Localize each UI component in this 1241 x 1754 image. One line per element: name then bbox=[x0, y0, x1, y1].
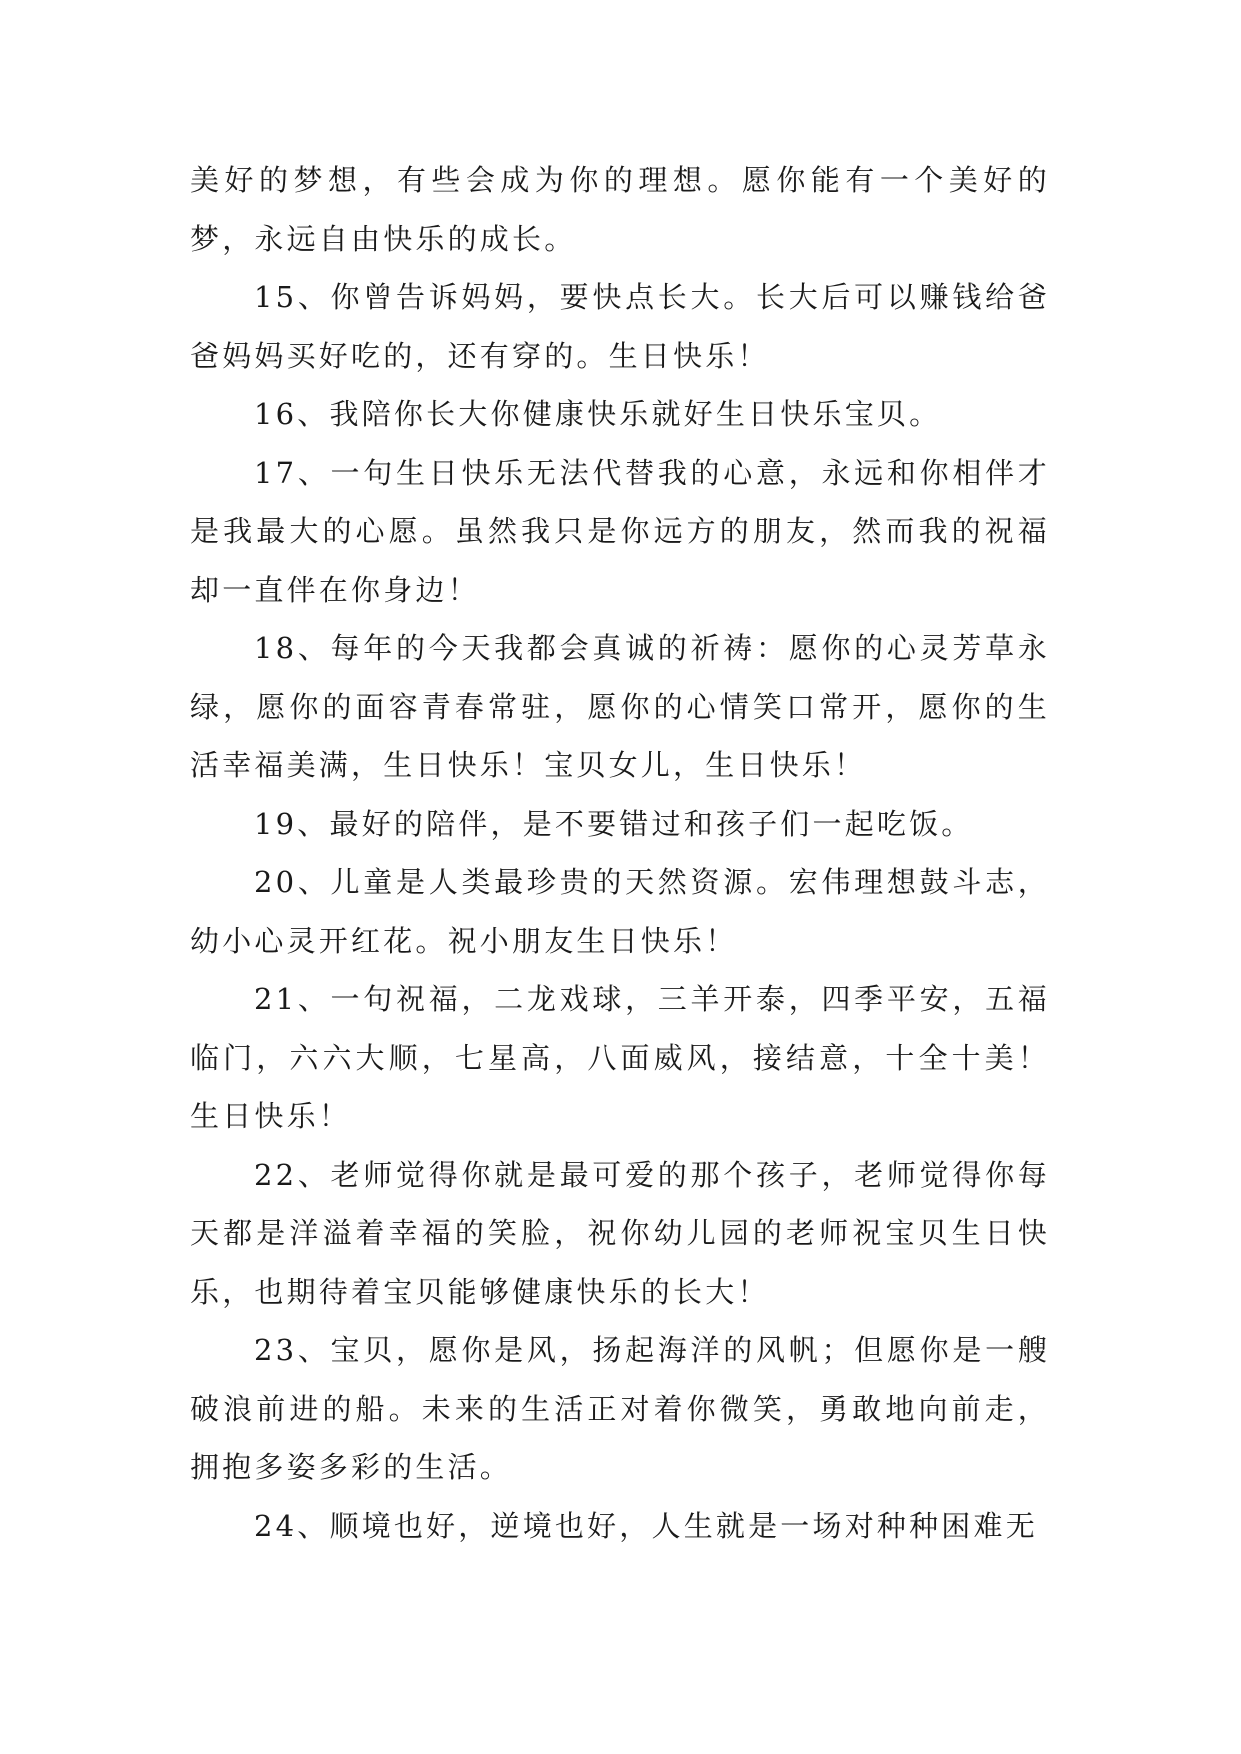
paragraph-19: 19、最好的陪伴，是不要错过和孩子们一起吃饭。 bbox=[254, 806, 974, 841]
paragraph-15: 15、你曾告诉妈妈，要快点长大。长大后可以赚钱给爸爸妈妈买好吃的，还有穿的。生日快乐！ bbox=[190, 280, 1050, 373]
paragraph-17: 17、一句生日快乐无法代替我的心意，永远和你相伴才是我最大的心愿。虽然我只是你远方的朋友，然而我的祝福却一直伴在你身边！ bbox=[190, 455, 1050, 607]
paragraph-21: 21、一句祝福，二龙戏球，三羊开泰，四季平安，五福临门，六六大顺，七星高，八面威风，接结意，十全十美！生日快乐！ bbox=[190, 982, 1050, 1133]
paragraph-24: 24、顺境也好，逆境也好，人生就是一场对种种困难无 bbox=[254, 1508, 1038, 1543]
body-text bbox=[190, 151, 1050, 1555]
paragraph-16: 16、我陪你长大你健康快乐就好生日快乐宝贝。 bbox=[254, 397, 942, 431]
paragraph-18: 18、每年的今天我都会真诚的祈祷：愿你的心灵芳草永绿，愿你的面容青春常驻，愿你的心情笑口常开，愿你的生活幸福美满，生日快乐！宝贝女儿，生日快乐！ bbox=[190, 631, 1050, 782]
paragraph-22: 22、老师觉得你就是最可爱的那个孩子，老师觉得你每天都是洋溢着幸福的笑脸，祝你幼儿园的老师祝宝贝生日快乐，也期待着宝贝能够健康快乐的长大！ bbox=[190, 1157, 1050, 1309]
paragraph-14-continued: 美好的梦想，有些会成为你的理想。愿你能有一个美好的梦，永远自由快乐的成长。 bbox=[190, 163, 1050, 256]
paragraph-23: 23、宝贝，愿你是风，扬起海洋的风帆；但愿你是一艘破浪前进的船。未来的生活正对着你微笑，勇敢地向前走，拥抱多姿多彩的生活。 bbox=[190, 1333, 1050, 1484]
paragraph-20: 20、儿童是人类最珍贵的天然资源。宏伟理想鼓斗志，幼小心灵开红花。祝小朋友生日快乐！ bbox=[190, 865, 1050, 958]
